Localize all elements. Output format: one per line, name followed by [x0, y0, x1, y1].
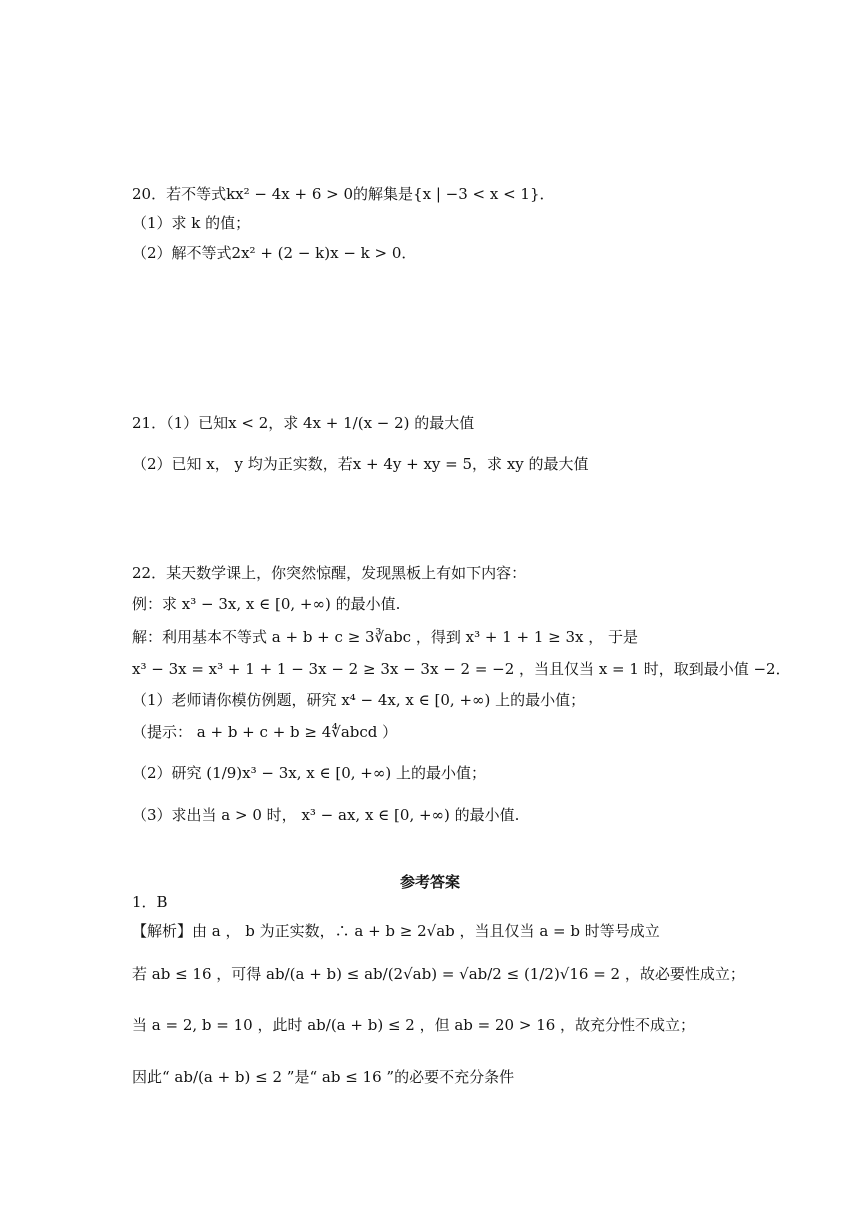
q22-hint: （提示： a + b + c + b ≥ 4∜abcd ）	[132, 723, 398, 741]
q22-part3: （3）求出当 a > 0 时， x³ − ax, x ∈ [0, +∞) 的最小值.	[132, 806, 520, 824]
q22-example: 例：求 x³ − 3x, x ∈ [0, +∞) 的最小值.	[132, 595, 401, 613]
q21-part2: （2）已知 x， y 均为正实数，若x + 4y + xy = 5，求 xy 的最大值	[132, 455, 589, 473]
q22-solution-line1: 解：利用基本不等式 a + b + c ≥ 3∛abc ，得到 x³ + 1 + 1 ≥ 3x ， 于是	[132, 628, 639, 646]
q22-solution-line2: x³ − 3x = x³ + 1 + 1 − 3x − 2 ≥ 3x − 3x − 2 = −2 ，当且仅当 x = 1 时，取到最小值 −2．	[132, 660, 791, 678]
answer-1-line4: 因此“ ab/(a + b) ≤ 2 ”是“ ab ≤ 16 ”的必要不充分条件	[132, 1068, 515, 1086]
q20-part1: （1）求 k 的值；	[132, 214, 251, 232]
answer-1-analysis: 【解析】由 a ， b 为正实数，∴ a + b ≥ 2√ab ，当且仅当 a = b 时等号成立	[132, 922, 660, 940]
q22-part2: （2）研究 (1/9)x³ − 3x, x ∈ [0, +∞) 上的最小值；	[132, 764, 486, 782]
answer-1-line2: 若 ab ≤ 16 ，可得 ab/(a + b) ≤ ab/(2√ab) = √ab/2 ≤ (1/2)√16 = 2 ，故必要性成立；	[132, 965, 745, 983]
q22-stem: 22．某天数学课上，你突然惊醒，发现黑板上有如下内容：	[132, 564, 527, 582]
q22-part1: （1）老师请你模仿例题，研究 x⁴ − 4x, x ∈ [0, +∞) 上的最小值；	[132, 691, 586, 709]
answers-title: 参考答案	[399, 873, 460, 891]
answer-1-line3: 当 a = 2, b = 10 ，此时 ab/(a + b) ≤ 2 ，但 ab = 20 > 16 ，故充分性不成立；	[132, 1016, 696, 1034]
answer-1: 1．B	[132, 893, 168, 911]
q21-part1: 21．（1）已知x < 2，求 4x + 1/(x − 2) 的最大值	[132, 414, 475, 432]
q20-part2: （2）解不等式2x² + (2 − k)x − k > 0．	[132, 244, 417, 262]
q20-stem: 20．若不等式kx² − 4x + 6 > 0的解集是{x | −3 < x < 1}．	[132, 185, 555, 203]
